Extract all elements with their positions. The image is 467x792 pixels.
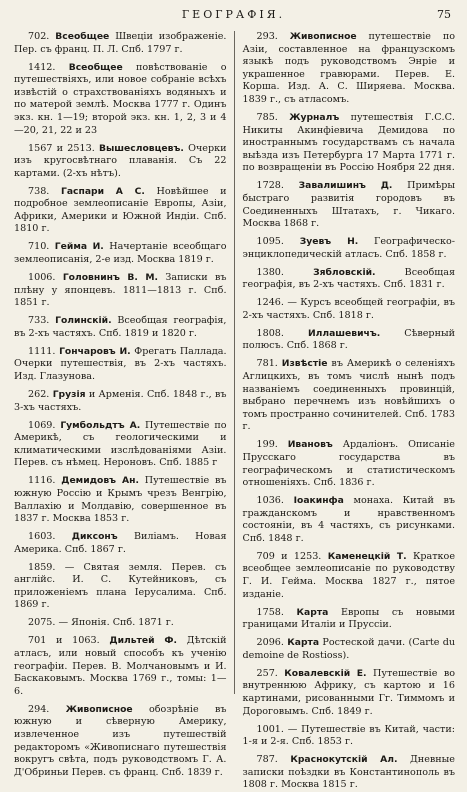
entry-heading: Извѣстіе	[281, 358, 328, 370]
entry-number: 1567 и 2513.	[28, 142, 99, 154]
entry-heading: Зябловскій.	[313, 266, 376, 278]
catalog-entry	[243, 439, 456, 489]
entry-description: Дневные записки поѣздки въ Константинополь въ 1808 г. Москва 1815 г.	[242, 754, 455, 791]
entry-description: — Японія. Спб. 1871 г.	[58, 617, 174, 629]
catalog-entry	[243, 551, 456, 601]
left-column	[14, 31, 235, 778]
entry-heading: Карта	[287, 637, 320, 649]
catalog-entry	[14, 635, 227, 698]
entry-number: 1380.	[256, 266, 314, 278]
entry-description: въ Америкѣ о селеніяхъ Аглицкихъ, въ томъ числѣ нынѣ подъ названіемъ соединенныхъ провинцій, выбрано перечнемъ изъ новѣйшихъ о томъ пространно сочинителей. Спб. 1783 г.	[242, 358, 455, 433]
catalog-entry	[14, 186, 227, 236]
entry-number: 787.	[256, 754, 291, 766]
entry-heading: Иллашевичъ.	[307, 327, 381, 339]
entry-heading: Ковалевскій Е.	[284, 667, 367, 679]
entry-number: 1603.	[28, 531, 72, 543]
entry-number: 2096.	[256, 637, 288, 649]
entry-description: и Арменія. Спб. 1848 г., въ 3-хъ частяхъ.	[14, 388, 227, 413]
entry-number: 1728.	[256, 180, 299, 192]
entry-description: Ардаліонъ. Описаніе Прусскаго государства въ географическомъ и статистическомъ отношеніяхъ. Спб. 1836 г.	[242, 439, 455, 489]
catalog-entry	[14, 420, 227, 470]
entry-description: Путешествіе въ южную Россію и Крымъ чрезъ Венгрію, Валлахію и Молдавію, совершенное въ 1837 г. Москва 1853 г.	[14, 475, 227, 525]
entry-heading: Каменецкій Т.	[327, 550, 407, 562]
entry-number: 709 и 1253.	[256, 550, 328, 562]
catalog-entry	[243, 754, 456, 792]
catalog-entry	[14, 272, 227, 310]
entry-description: Путешествіе во внутреннюю Африку, съ картою и 16 картинами, рисованными Гг. Тиммомъ и Дороговымъ. Спб. 1849 г.	[242, 667, 455, 717]
catalog-entry	[243, 112, 456, 175]
entry-description: — Курсъ всеобщей географіи, въ 2-хъ частяхъ. Спб. 1818 г.	[242, 297, 455, 321]
entry-number: 293.	[256, 31, 290, 42]
catalog-entry	[243, 358, 456, 434]
entry-number: 710.	[28, 241, 55, 253]
entry-description: Примѣры быстраго развитія городовъ въ Соединенныхъ Штатахъ, г. Чикаго. Москва 1868 г.	[242, 180, 456, 230]
entry-description: Краткое всеобщее землеописаніе по руководству Г. И. Гейма. Москва 1827 г., пятое изданіе.	[242, 550, 456, 600]
entry-description: Записки въ плѣну у японцевъ. 1811—1813 г. Спб. 1851 г.	[14, 272, 227, 309]
entry-heading: Живописное	[289, 31, 357, 42]
catalog-entry	[243, 297, 456, 322]
entry-heading: Краснокутскій Ал.	[290, 754, 398, 766]
entry-number: 1412.	[28, 61, 69, 73]
page-header	[14, 8, 453, 26]
entry-description: обозрѣніе въ южную и сѣверную Америку, извлеченное изъ путешествій редакторомъ «Живописнаго путешествія вокругъ свѣта, подъ руководствомъ Г. А. Д'Обриньи Перев. съ франц. Спб. 1839 г.	[14, 703, 227, 778]
running-title: ГЕОГРАФІЯ.	[181, 8, 286, 21]
entry-number: 1859.	[28, 561, 65, 573]
entry-description: монаха. Китай въ гражданскомъ и нравственномъ состояніи, въ 4 частяхъ, съ рисунками. Спб. 1848 г.	[242, 495, 456, 544]
right-column	[235, 31, 456, 791]
catalog-entry	[243, 495, 456, 545]
entry-number: 702.	[28, 31, 56, 42]
entry-number: 733.	[28, 315, 56, 327]
catalog-entry	[14, 389, 227, 414]
catalog-entry	[14, 617, 227, 630]
catalog-entry	[14, 62, 227, 138]
entry-heading: Головнинъ В. М.	[62, 272, 159, 284]
entry-number: 1111.	[28, 345, 60, 357]
catalog-entry	[14, 704, 227, 780]
entry-description: Новѣйшее и подробное землеописаніе Европы, Азіи, Африки, Америки и Южной Индіи. Спб. 1810 г.	[14, 185, 227, 235]
entry-description: Географическо-энциклопедическій атласъ. Спб. 1858 г.	[242, 236, 456, 260]
entry-number: 294.	[28, 703, 66, 715]
entry-description: Путешествіе по Америкѣ, съ геологическими и климатическими изслѣдованіями Азіи. Перев. съ нѣмец. Нероновъ. Спб. 1885 г	[14, 419, 227, 469]
entry-number: 1006.	[28, 272, 63, 284]
entry-heading: Гумбольдтъ А.	[60, 419, 141, 431]
entry-number: 1036.	[256, 495, 294, 507]
entry-number: 1808.	[256, 327, 308, 339]
entry-number: 1001.	[256, 723, 288, 735]
entry-number: 785.	[256, 111, 290, 123]
catalog-entry	[14, 531, 227, 556]
entry-heading: Карта	[296, 606, 329, 618]
entry-number: 1069.	[28, 419, 61, 431]
entry-description: Ростеской дачи. (Carte du demoine de Rostioss).	[242, 637, 456, 661]
entry-heading: Зуевъ Н.	[299, 236, 359, 248]
catalog-entry	[14, 143, 227, 181]
catalog-entry	[14, 346, 227, 384]
entry-heading: Дильтей Ф.	[109, 635, 178, 647]
entry-description: Сѣверный полюсъ. Спб. 1868 г.	[242, 327, 455, 352]
entry-description: Начертаніе всеобщаго землеописанія, 2-е изд. Москва 1819 г.	[14, 241, 227, 266]
catalog-entry	[243, 668, 456, 718]
entry-heading: Всеобщее	[55, 31, 110, 42]
catalog-entry	[243, 236, 456, 261]
entry-description: путешествіе по Азіи, составленное на французскомъ языкѣ подъ руководствомъ Энріе и украшенное гравюрами. Перев. Е. Корша. Изд. А. С. Ширяева. Москва. 1839 г., съ атласомъ.	[242, 31, 455, 105]
entry-description: Европы съ новыми границами Италіи и Пруссіи.	[242, 606, 455, 631]
entry-number: 1246.	[256, 297, 288, 309]
entry-description: — Путешествіе въ Китай, части: 1-я и 2-я. Спб. 1853 г.	[242, 723, 455, 748]
entry-number: 781.	[256, 358, 282, 370]
entry-heading: Живописное	[65, 703, 133, 715]
entry-heading: Гончаровъ И.	[59, 345, 131, 357]
entry-description: Дѣтскій атласъ, или новый способъ къ ученію географіи. Перев. В. Молчановымъ и И. Баскаковымъ. Москва 1769 г., томы: 1—6.	[14, 635, 227, 697]
entry-heading: Всеобщее	[68, 61, 123, 73]
entry-description: Очерки изъ кругосвѣтнаго плаванія. Съ 22 картами. (2-хъ нѣтъ).	[14, 142, 227, 179]
entry-heading: Завалишинъ Д.	[298, 180, 393, 192]
entry-heading: Демидовъ Ан.	[61, 475, 139, 487]
entry-description: Всеобщая географія, въ 2-хъ частяхъ. Спб. 1819 и 1820 г.	[14, 315, 227, 339]
catalog-entry	[14, 315, 227, 340]
catalog-entry	[243, 328, 456, 353]
entry-description: путешествія Г.С.С. Никиты Акинфіевича Демидова по иностраннымъ государствамъ съ начала выѣзда изъ Петербурга 17 Марта 1771 г. по возвращеніи въ Россію Ноября 22 дня.	[242, 111, 455, 174]
entry-description: — Святая земля. Перев. съ англійс. И. С. Кутейниковъ, съ приложеніемъ плана Іерусалима. Спб. 1869 г.	[14, 561, 227, 611]
entry-heading: Гаспари А С.	[60, 185, 145, 197]
entry-heading: Голинскій.	[55, 315, 112, 327]
catalog-entry	[14, 562, 227, 612]
entry-heading: Вышесловцевъ.	[98, 142, 184, 154]
entry-number: 257.	[256, 667, 285, 679]
catalog-entry	[243, 180, 456, 230]
entry-number: 1116.	[28, 475, 62, 487]
catalog-entry	[14, 31, 227, 56]
catalog-entry	[243, 607, 456, 632]
entry-number: 1758.	[256, 606, 297, 618]
catalog-entry	[243, 31, 456, 107]
entry-number: 199.	[256, 439, 288, 451]
entry-heading: Грузія	[52, 388, 86, 400]
entry-description: повѣствованіе о путешествіяхъ, или новое собраніе всѣхъ извѣстій о страхствованіяхъ водяныхъ и по матерой землѣ. Москва 1777 г. Одинъ экз. кн. 1—19; второй экз. кн. 1, 2, 3 и 4—20, 21, 22 и 23	[14, 61, 227, 136]
entry-description: Швеціи изображеніе. Пер. съ франц. П. Л. Спб. 1797 г.	[14, 31, 227, 55]
catalog-entry	[14, 475, 227, 525]
catalog-entry	[243, 724, 456, 749]
entry-heading: Гейма И.	[54, 241, 104, 253]
catalog-entry	[243, 267, 456, 292]
catalog-entry	[14, 241, 227, 266]
entry-number: 738.	[28, 185, 61, 197]
page-number: 75	[437, 8, 451, 21]
entry-number: 1095.	[256, 236, 300, 248]
entry-heading: Ивановъ	[287, 439, 333, 451]
entry-heading: Диксонъ	[71, 531, 118, 543]
entry-number: 262.	[28, 388, 53, 400]
entry-number: 701 и 1063.	[28, 635, 110, 647]
entry-description: Всеобщая географія, въ 2-хъ частяхъ. Спб. 1831 г.	[242, 266, 455, 291]
entry-number: 2075.	[28, 617, 59, 629]
entry-description: Виліамъ. Новая Америка. Спб. 1867 г.	[14, 531, 227, 555]
two-column-body	[14, 31, 456, 791]
entry-heading: Журналъ	[289, 111, 340, 123]
entry-heading: Іоакинфа	[293, 495, 344, 507]
entry-description: Фрегатъ Паллада. Очерки путешествія, въ 2-хъ частяхъ. Изд. Глазунова.	[14, 345, 227, 382]
catalog-entry	[243, 637, 456, 662]
